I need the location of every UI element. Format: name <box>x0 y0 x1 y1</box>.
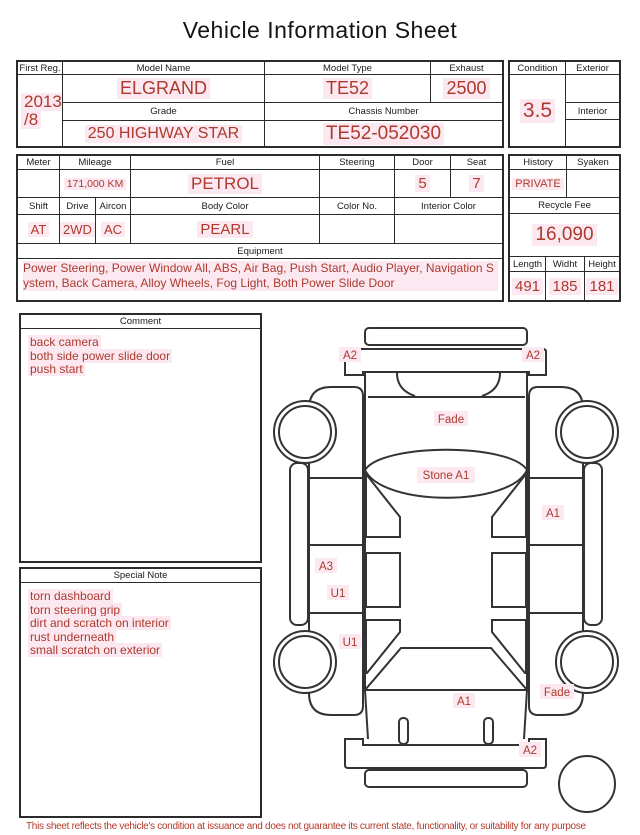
body-color-value: PEARL <box>131 215 320 244</box>
interior-color-header: Interior Color <box>395 198 502 215</box>
equipment-value: Power Steering, Power Window All, ABS, Air Bag, Push Start, Audio Player, Navigation System, Back Camera, Alloy Wheels, Fog Light, Both Power Slide Door <box>18 259 502 300</box>
first-reg-header: First Reg. <box>18 62 63 75</box>
drive-header: Drive <box>60 198 96 215</box>
length-header: Length <box>510 257 546 272</box>
damage-label: A2 <box>342 350 358 362</box>
meter-value <box>18 170 60 198</box>
mileage-value: 171,000 KM <box>60 170 131 198</box>
vehicle-table <box>16 60 504 148</box>
model-type-value: TE52 <box>265 75 431 103</box>
special-note-line: rust underneath <box>30 629 115 644</box>
car-right-sill <box>584 463 602 625</box>
special-note-line: torn steering grip <box>30 602 121 617</box>
special-note-line: torn dashboard <box>30 589 111 603</box>
specs-table <box>16 154 504 302</box>
special-note-line: small scratch on exterior <box>30 643 161 657</box>
rear-bumper <box>345 739 546 768</box>
color-no-value <box>320 215 395 244</box>
condition-header: Condition <box>510 62 566 75</box>
damage-label: U1 <box>342 637 358 649</box>
model-name-value: ELGRAND <box>63 75 265 103</box>
comment-header: Comment <box>21 315 260 329</box>
chassis-header: Chassis Number <box>265 103 502 121</box>
damage-label: A2 <box>522 745 538 757</box>
comment-line: back camera <box>30 335 99 349</box>
seat-header: Seat <box>451 156 502 170</box>
comment-line: both side power slide door <box>30 348 171 363</box>
front-strip <box>365 328 527 345</box>
recycle-fee-value: 16,090 <box>510 214 619 257</box>
width-header: Widht <box>546 257 585 272</box>
special-note-box <box>19 567 262 818</box>
door-header: Door <box>395 156 451 170</box>
damage-label: U1 <box>330 588 346 600</box>
history-header: History <box>510 156 567 170</box>
front-left-window <box>366 474 400 537</box>
exterior-header: Exterior <box>566 62 619 75</box>
interior-header: Interior <box>566 103 619 120</box>
model-name-header: Model Name <box>63 62 265 75</box>
syaken-value <box>567 170 619 198</box>
steering-value <box>320 170 395 198</box>
shift-header: Shift <box>18 198 60 215</box>
drive-value: 2WD <box>60 215 96 244</box>
interior-value <box>566 120 619 146</box>
steering-header: Steering <box>320 156 395 170</box>
damage-label: A2 <box>525 350 541 362</box>
length-value: 491 <box>510 272 546 300</box>
rear-detail-left <box>399 718 408 744</box>
disclaimer-text: This sheet reflects the vehicle's condition at issuance and does not guarantee its current state, functionality, or suitability for any purpose <box>26 821 586 832</box>
mileage-header: Mileage <box>60 156 131 170</box>
rear-window <box>365 648 527 690</box>
spare-tire <box>559 756 615 812</box>
quarter-left-window <box>366 620 400 673</box>
seat-value: 7 <box>451 170 502 198</box>
special-note-line: dirt and scratch on interior <box>30 616 169 630</box>
fuel-header: Fuel <box>131 156 320 170</box>
chassis-value: TE52-052030 <box>265 121 502 146</box>
condition-value: 3.5 <box>510 75 566 146</box>
quarter-right-window <box>492 620 526 673</box>
damage-label: A1 <box>545 508 561 520</box>
front-right-window <box>492 474 526 537</box>
recycle-fee-header: Recycle Fee <box>510 198 619 214</box>
fuel-value: PETROL <box>131 170 320 198</box>
model-type-header: Model Type <box>265 62 431 75</box>
car-body-sides <box>365 372 527 739</box>
exhaust-value: 2500 <box>431 75 502 103</box>
first-reg-value: 2013 /8 <box>18 75 63 146</box>
equipment-header: Equipment <box>18 244 502 259</box>
car-left-sill <box>290 463 308 625</box>
width-value: 185 <box>546 272 585 300</box>
history-box <box>508 154 621 302</box>
damage-label: A3 <box>318 561 334 573</box>
slide-right-window <box>492 553 526 607</box>
wiper-arcs <box>397 373 500 396</box>
damage-label: Fade <box>543 687 571 699</box>
page-title: Vehicle Information Sheet <box>182 17 458 43</box>
shift-value: AT <box>18 215 60 244</box>
exterior-value <box>566 75 619 103</box>
aircon-header: Aircon <box>96 198 131 215</box>
car-damage-diagram <box>270 310 640 835</box>
damage-label: A1 <box>456 696 472 708</box>
exhaust-header: Exhaust <box>431 62 502 75</box>
comment-line: push start <box>30 362 83 376</box>
rear-strip <box>365 770 527 787</box>
damage-label: Fade <box>437 414 465 426</box>
syaken-header: Syaken <box>567 156 619 170</box>
meter-header: Meter <box>18 156 60 170</box>
aircon-value: AC <box>96 215 131 244</box>
door-value: 5 <box>395 170 451 198</box>
rear-detail-right <box>484 718 493 744</box>
condition-box <box>508 60 621 148</box>
slide-left-window <box>366 553 400 607</box>
front-bumper <box>342 349 546 375</box>
color-no-header: Color No. <box>320 198 395 215</box>
history-value: PRIVATE <box>510 170 567 198</box>
damage-label: Stone A1 <box>422 470 470 482</box>
special-note-header: Special Note <box>21 569 260 583</box>
height-header: Height <box>585 257 619 272</box>
interior-color-value <box>395 215 502 244</box>
body-color-header: Body Color <box>131 198 320 215</box>
grade-header: Grade <box>63 103 265 121</box>
height-value: 181 <box>585 272 619 300</box>
comment-box <box>19 313 262 563</box>
grade-value: 250 HIGHWAY STAR <box>63 121 265 146</box>
